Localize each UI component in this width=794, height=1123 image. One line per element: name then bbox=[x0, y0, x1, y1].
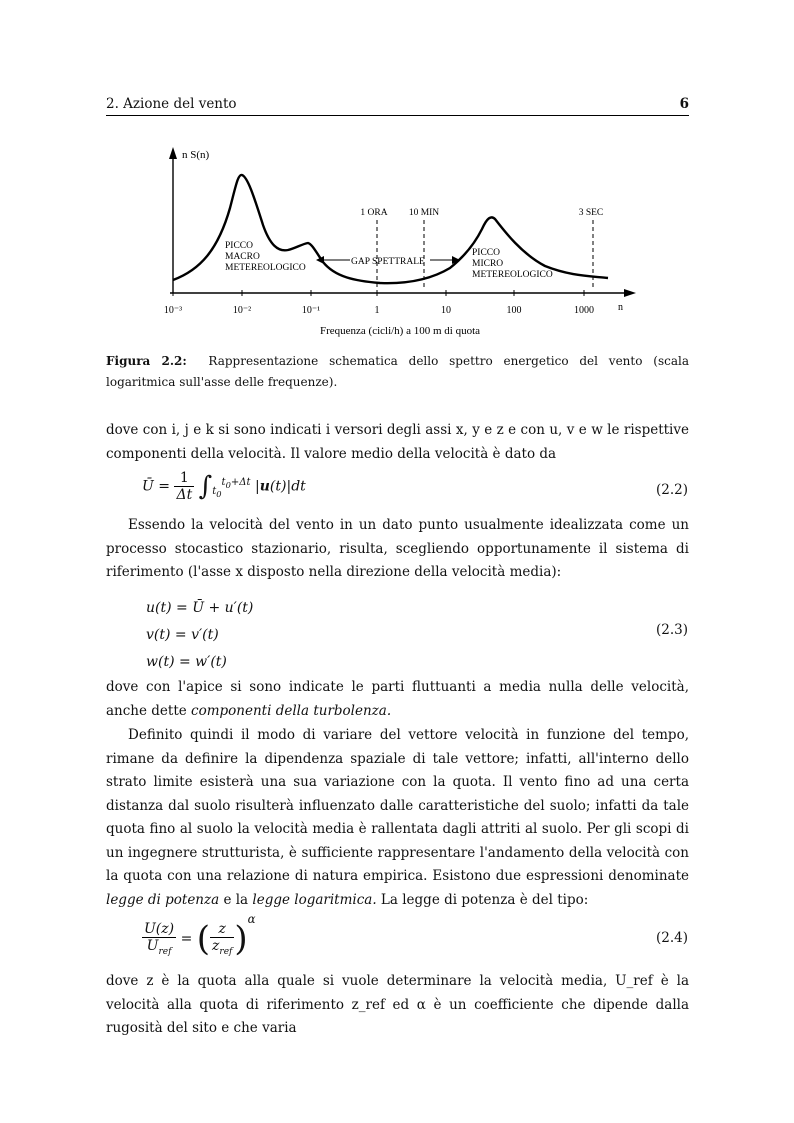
spectral-gap-annotation bbox=[320, 257, 456, 267]
x-axis-caption: Frequenza (cicli/h) a 100 m di quota bbox=[319, 325, 481, 337]
figure-caption bbox=[106, 351, 689, 393]
wind-spectrum-figure bbox=[150, 140, 650, 340]
macro-peak-annotation bbox=[225, 241, 306, 273]
micro-line-2: MICRO bbox=[472, 259, 504, 269]
paragraph-1: dove con i, j e k si sono indicati i versori degli assi x, y e z e con u, v e w le rispettive componenti della velocità. Il valore medio della velocità è dato da bbox=[106, 422, 689, 462]
paragraph-5: dove z è la quota alla quale si vuole determinare la velocità media, U_ref è la velocità alla quota di riferimento z_ref ed α è un coefficiente che dipende dalla rugosità del sito e che varia bbox=[106, 973, 689, 1036]
x-tick-label: 1000 bbox=[574, 305, 594, 316]
x-axis-arrow bbox=[624, 289, 636, 297]
paragraph-3 bbox=[106, 676, 689, 723]
caption-label: Figura 2.2: bbox=[106, 354, 187, 368]
x-tick-label: 10⁻² bbox=[232, 305, 252, 316]
gap-label: GAP SPETTRALE bbox=[351, 257, 425, 267]
paragraph-2: Essendo la velocità del vento in un dato punto usualmente idealizzata come un processo stocastico stazionario, risulta, scegliendo opportunamente il sistema di riferimento (l'asse x disposto nella direzione della velocità media): bbox=[106, 517, 689, 580]
equation-number-2-2: (2.2) bbox=[655, 482, 688, 498]
x-tick-label: 100 bbox=[506, 305, 522, 316]
micro-line-1: PICCO bbox=[472, 248, 500, 258]
y-axis-arrow bbox=[169, 147, 177, 159]
paragraph-3-text: dove con l'apice si sono indicate le parti fluttuanti a media nulla delle velocità, anche dette bbox=[106, 679, 689, 719]
y-axis-label: n S(n) bbox=[182, 149, 210, 161]
macro-line-1: PICCO bbox=[225, 241, 253, 251]
equation-2-4: $\frac{U(z)}{U_{ref}}$ = ( $\frac{z}{z_{ref}}$ )$^\alpha$ bbox=[144, 912, 256, 959]
marker-10-min: 10 MIN bbox=[408, 208, 440, 218]
eq-line-u: u(t) = Ū + u′(t) bbox=[146, 600, 254, 616]
marker-3-sec: 3 SEC bbox=[578, 208, 604, 218]
macro-line-3: METEREOLOGICO bbox=[225, 263, 306, 273]
x-tick-label: 10 bbox=[441, 305, 451, 316]
legge-di-potenza: legge di potenza bbox=[106, 891, 220, 908]
eq-line-v: v(t) = v′(t) bbox=[146, 627, 219, 643]
paragraph-4-text-c: e la bbox=[219, 891, 253, 908]
paragraph-4-text-e: La legge di potenza è del tipo: bbox=[376, 891, 589, 908]
legge-logaritmica: legge logaritmica. bbox=[252, 891, 377, 908]
x-tick-label: 1 bbox=[374, 305, 380, 316]
paragraph-3-emph: componenti della turbolenza. bbox=[191, 702, 392, 719]
x-tick-labels bbox=[164, 305, 594, 316]
equation-2-2: Ū = $\frac{1}{\Delta t}$ $\int_{t_0}^{t_0+\Delta t}$ |u(t)|dt bbox=[142, 470, 306, 503]
paragraph-4 bbox=[106, 724, 689, 912]
time-marker-labels bbox=[360, 208, 603, 218]
header-rule bbox=[106, 115, 689, 116]
equation-number-2-3: (2.3) bbox=[655, 622, 688, 638]
paragraph-4-text-a: Definito quindi il modo di variare del vettore velocità in funzione del tempo, rimane da definire la dipendenza spaziale di tale vettore; infatti, all'interno dello strato limite esisterà una sua variazione con la quota. Il vento fino ad una certa distanza dal suolo risulterà influenzato dalle caratteristiche del suolo; infatti da tale quota fino al suolo la velocità media è rallentata dagli attriti al suolo. Per gli scopi di un ingegnere strutturista, è sufficiente rappresentare l'andamento della velocità con la quota con una relazione di natura empirica. Esistono due espressioni denominate bbox=[106, 727, 689, 884]
equation-2-3 bbox=[146, 595, 266, 676]
x-tick-label: 10⁻¹ bbox=[301, 305, 321, 316]
eq-line-w: w(t) = w′(t) bbox=[146, 654, 227, 670]
x-tick-label: 10⁻³ bbox=[163, 305, 183, 316]
macro-line-2: MACRO bbox=[225, 252, 260, 262]
micro-line-3: METEREOLOGICO bbox=[472, 270, 553, 280]
chapter-title: 2. Azione del vento bbox=[106, 96, 237, 112]
equation-number-2-4: (2.4) bbox=[655, 930, 688, 946]
page-number: 6 bbox=[679, 96, 689, 112]
marker-1-ora: 1 ORA bbox=[360, 208, 388, 218]
caption-text: Rappresentazione schematica dello spettro energetico del vento (scala logaritmica sull'asse delle frequenze). bbox=[106, 354, 689, 389]
x-axis-label: n bbox=[618, 302, 623, 313]
